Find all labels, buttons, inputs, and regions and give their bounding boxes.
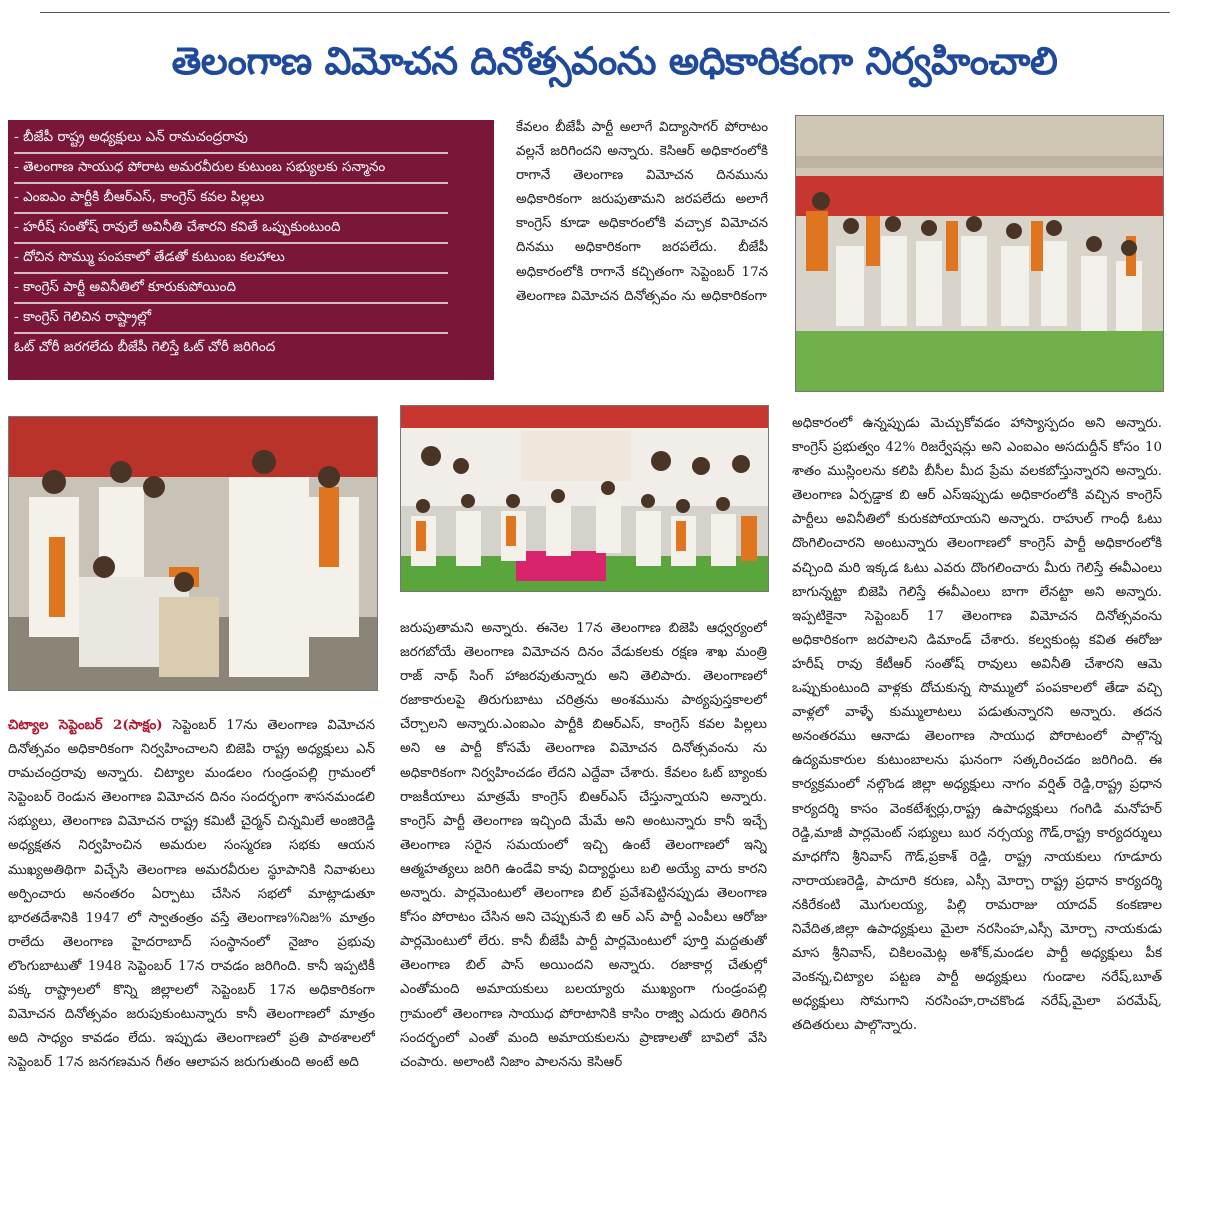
highlight-item: - కాంగ్రెస్ గెలిచిన రాష్ట్రాల్లో xyxy=(14,304,448,334)
article-col1-body: సెప్టెంబర్ 17ను తెలంగాణ విమోచన దినోత్సవం అధికారికంగా నిర్వహించాలని బిజెపి రాష్ట్ర అధ్యక్షులు ఎన్ రామచంద్రరావు అన్నారు. చిట్యాల మండలం గుండ్రంపల్లి గ్రామంలో సెప్టెంబర్ రెండున తెలంగాణ విమోచన దినం సందర్భంగా శాసనమండలి సభ్యులు, తెలంగాణ విమోచన రాష్ట్ర కమిటీ చైర్మన్ చిన్నమిలే అంజిరెడ్డి అధ్యక్షతన నిర్వహించిన అమరుల సంస్మరణ సభకు ఆయన ముఖ్యఅతిథిగా విచ్చేసి తెలంగాణ అమరవీరుల స్థూపానికి నివాళులు అర్పించారు అనంతరం ఏర్పాటు చేసిన సభలో మాట్లాడుతూ భారతదేశానికి 1947 లో స్వాతంత్రం వస్తే తెలంగాణ%నిజ% మాత్రం రాలేదు తెలంగాణ హైదరాబాద్ సంస్థానంలో నైజాం ప్రభువు లొంగుబాటుతో 1948 సెప్టెంబర్ 17న రావడం జరిగింది. కానీ ఇప్పటికీ పక్క రాష్ట్రాలలో కొన్ని జిల్లాలలో సెప్టెంబర్ 17న అధికారికంగా విమోచన దినోత్సవం జరుపుకుంటున్నారు కానీ తెలంగాణలో మాత్రం అది సాధ్యం కావడం లేదు. ఇప్పుడు తెలంగాణలో ప్రతి పాఠశాలలో సెప్టెంబర్ 17న జనగణమన గీతం ఆలాపన జరుగుతుంది అంటే అది xyxy=(8,718,375,1071)
article-col2: జరుపుతామని అన్నారు. ఈనెల 17న తెలంగాణ బిజెపి ఆధ్వర్యంలో జరగబోయే తెలంగాణ విమోచన దినం వేడుకలకు రక్షణ శాఖ మంత్రి రాజ్ నాథ్ సింగ్ హాజరవుతున్నారు అని తెలిపారు. తెలంగాణలో రజాకారులపై తిరుగుబాటు చరిత్రను అంశమును పాఠ్యపుస్తకాలలో చేర్చాలని అన్నారు.ఎంఐఎం పార్టీకి బిఆర్ఎస్, కాంగ్రెస్ కవల పిల్లలు అని ఆ పార్టీ కోసమే తెలంగాణ విమోచన దినోత్సవంను ను అధికారికంగా నిర్వహించడం లేదని ఎద్దేవా చేశారు. కేవలం ఓట్ బ్యాంకు రాజకీయాలు మాత్రమే కాంగ్రెస్ బిఆర్ఎస్ చేస్తున్నాయని అన్నారు. కాంగ్రెస్ పార్టీ తెలంగాణ ఇచ్చింది మేమే అని అంటున్నారు కానీ ఇచ్చే తెలంగాణ సరైన సమయంలో ఇచ్చి ఉంటే తెలంగాణలో ఇన్ని ఆత్మహత్యలు జరిగి ఉండేవి కావు విద్యార్థులు బలి అయ్యే వారు కారని అన్నారు. పార్లమెంటులో తెలంగాణ బిల్ ప్రవేశపెట్టినప్పుడు తెలంగాణ కోసం పోరాటం చేసిన అని చెప్పుకునే బి ఆర్ ఎస్ పార్టీ ఎంపీలు ఆరోజు పార్లమెంటులో లేరు. కానీ బీజేపీ పార్టీ పార్లమెంటులో పూర్తి మద్దతుతో తెలంగాణ బిల్ పాస్ అయిందని అన్నారు. రజాకార్ల చేతుల్లో ఎంతోమంది అమాయకులు బలయ్యారు ముఖ్యంగా గుండ్రంపల్లి గ్రామంలో తెలంగాణ సాయుధ పోరాటానికి కాసిం రాజ్వి ఎదురు తిరిగిన సందర్భంలో ఎంతో మంది అమాయకులను ప్రాణాలతో బావిలో వేసి చంపారు. అలాంటి నిజాం పాలనను కెసిఆర్ xyxy=(400,621,767,1070)
top-rule xyxy=(40,12,1170,13)
headline: తెలంగాణ విమోచన దినోత్సవంను అధికారికంగా నిర్వహించాలి xyxy=(171,39,1058,83)
highlight-item: - దోచిన సొమ్ము పంపకాలో తేడతో కుటుంబ కలహాలు xyxy=(14,244,448,274)
highlight-item: ఓట్ చోరీ జరగలేదు బీజేపీ గెలిస్తే ఓట్ చోరీ జరిగింద xyxy=(14,339,276,355)
article-col2-top: కేవలం బీజేపీ పార్టీ అలాగే విద్యాసాగర్ పోరాటం వల్లనే జరిగిందని అన్నారు. కెసిఆర్ అధికారంలోకి రాగానే తెలంగాణ విమోచన దినమును అధికారికంగా జరుపుతామని జరపలేదు అలాగే కాంగ్రెస్ కూడా అధికారంలోకి వచ్చాక విమోచన దినము అధికారికంగా జరపలేదు. బీజేపీ అధికారంలోకి రాగానే కచ్చితంగా సెప్టెంబర్ 17న తెలంగాణ విమోచన దినోత్సవం ను అధికారికంగా xyxy=(516,120,768,304)
dateline: చిట్యాల సెప్టెంబర్ 2(సాక్షం) xyxy=(8,717,163,733)
article-col3: అధికారంలో ఉన్నప్పుడు మెచ్చుకోవడం హాస్యాస్పదం అని అన్నారు. కాంగ్రెస్ ప్రభుత్వం 42% రిజర్వేషన్లు అని ఎంఐఎం అసదుద్దీన్ కోసం 10 శాతం ముస్లింలను కలిపి బీసీల మీద ప్రేమ వలకబోస్తున్నారని అన్నారు. తెలంగాణ ఏర్పడ్డాక బి ఆర్ ఎస్ఇప్పుడు అధికారంలోకి వచ్చిన కాంగ్రెస్ పార్టీలు అవినీతిలో కురుకపోయాయని అన్నారు. రాహుల్ గాంధీ ఓటు దొంగిలించారని అంటున్నారు తెలంగాణలో కాంగ్రెస్ పార్టీ అధికారంలోకి వచ్చింది మరి ఇక్కడ ఓటు ఎవరు దొంగలించారు మీరు గెలిస్తే ఈవీఎంలు బాగున్నట్టా బిజెపి గెలిస్తే ఈవీఎంలు బాగా లేనట్టా అని అన్నారు. ఇప్పటికైనా సెప్టెంబర్ 17 తెలంగాణ విమోచన దినోత్సవంను అధికారికంగా జరపాలని డిమాండ్ చేశారు. కల్వకుంట్ల కవిత ఈరోజు హరీష్ రావు కేటీఆర్ సంతోష్ రావులు అవినీతి చేశారని ఆమె ఒప్పుకుంటుంది వాళ్లకు దోచుకున్న సొమ్ములో పంపకాలలో తేడా వచ్చి వాళ్లలో వాళ్ళే కుమ్ములాటలు పడుతున్నారని అన్నారు. తదన అనంతరము ఆనాడు తెలంగాణ సాయుధ పోరాటంలో పాల్గొన్న ఉద్యమకారుల కుటుంబాలను ఘనంగా సత్కరించడం జరిగింది. ఈ కార్యక్రమంలో నల్గొండ జిల్లా అధ్యక్షులు నాగం వర్షిత్ రెడ్డి,రాష్ట్ర ప్రధాన కార్యదర్శి కాసం వెంకటేశ్వర్లు,రాష్ట్ర ఉపాధ్యక్షులు గంగిడి మనోహర్ రెడ్డి,మాజీ పార్లమెంట్ సభ్యులు బుర నర్సయ్య గౌడ్,రాష్ట్ర కార్యదర్శులు మాధగోని శ్రీనివాస్ గౌడ్,ప్రకాశ్ రెడ్డి, రాష్ట్ర నాయకులు గూడూరు నారాయణరెడ్డి, పాదూరి కరుణ, ఎస్సీ మోర్చా రాష్ట్ర ప్రధాన కార్యదర్శి నకిరేకంటి మొగులయ్య, పిల్లి రామరాజు యాదవ్ కంకణాల నివేదిత,జిల్లా ఉపాధ్యక్షులు మైలా నరసింహ,ఎస్సీ మోర్చా నాయకుడు మాస శ్రీనివాస్, చికిలంమెట్ల అశోక్,మండల పార్టీ అధ్యక్షులు పీక వెంకన్న,చిట్యాల పట్టణ పార్టీ అధ్యక్షులు గుండాల నరేష్,బూత్ అధ్యక్షులు సోమగాని నరసింహ,రాచకొండ నరేష్,మైలా పరమేష్, తదితరులు పాల్గొన్నారు. xyxy=(792,416,1162,1034)
highlight-item: - హరీష్ సంతోష్ రావులే అవినీతి చేశారని కవితే ఒప్పుకుంటుంది xyxy=(14,214,448,244)
photo-stage-meeting xyxy=(400,405,769,592)
photo-stage-crowd xyxy=(795,115,1164,392)
highlight-item: - తెలంగాణ సాయుధ పోరాట అమరవీరుల కుటుంబ సభ్యులకు సన్మానం xyxy=(14,154,448,184)
highlight-item: - బీజేపీ రాష్ట్ర అధ్యక్షులు ఎన్ రామచంద్రరావు xyxy=(14,124,448,154)
highlight-item: - ఎంఐఎం పార్టీకి బీఆర్ఎస్, కాంగ్రెస్ కవల పిల్లలు xyxy=(14,184,448,214)
highlights-box xyxy=(8,120,494,380)
article-col1 xyxy=(8,713,375,1221)
highlight-item: - కాంగ్రెస్ పార్టీ అవినీతిలో కూరుకుపోయింది xyxy=(14,274,448,304)
photo-felicitation xyxy=(8,416,378,691)
